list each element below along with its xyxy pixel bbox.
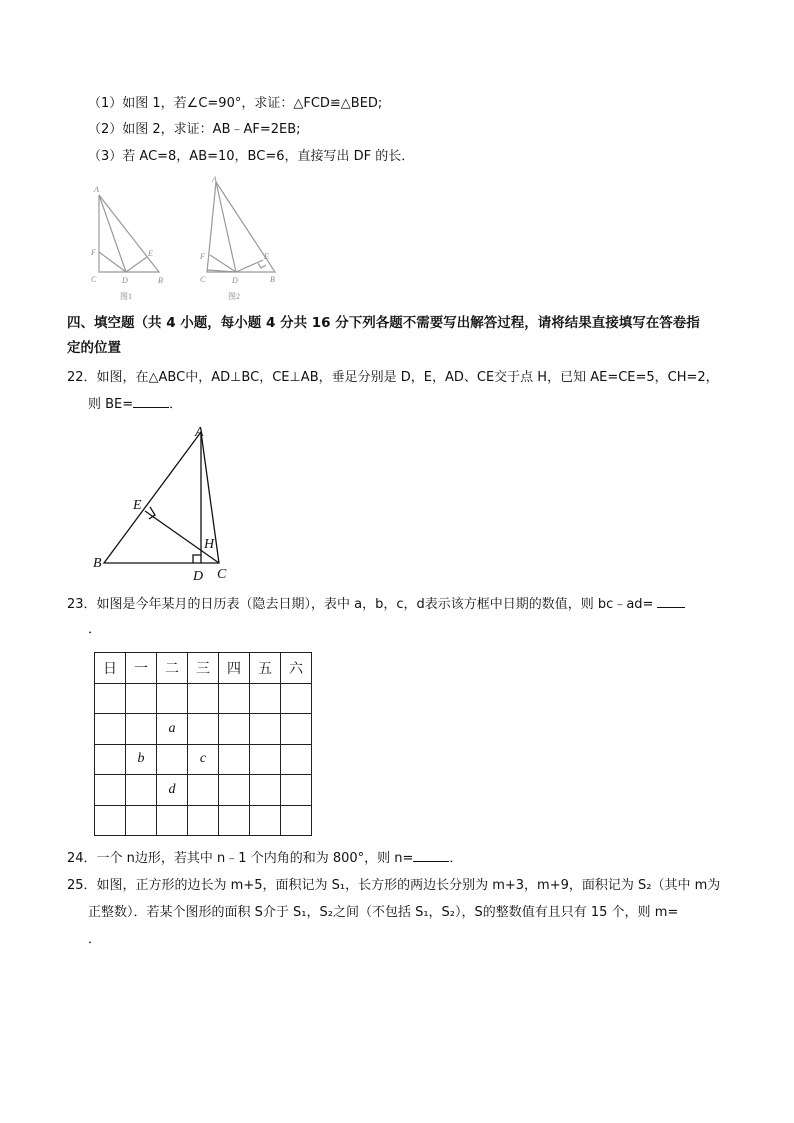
q23-text-main: 23．如图是今年某月的日历表（隐去日期），表中 a，b，c，d表示该方框中日期的数值，则 bc﹣ad= <box>67 597 654 612</box>
calendar-cell <box>219 744 250 775</box>
q22-answer-line <box>88 395 182 414</box>
calendar-cell <box>250 714 281 745</box>
fig1-caption: 图1 <box>120 292 132 301</box>
q23-end: ． <box>88 622 102 637</box>
calendar-row <box>95 775 312 806</box>
calendar-header-row <box>95 653 312 684</box>
calendar-cell <box>219 683 250 714</box>
calendar-cell <box>126 714 157 745</box>
calendar-header-cell: 二 <box>157 653 188 684</box>
calendar-cell <box>281 744 312 775</box>
fig2-label-e: E <box>264 252 269 261</box>
calendar-cell <box>95 714 126 745</box>
q22-label-a: A <box>195 425 204 440</box>
calendar-table <box>94 652 312 836</box>
calendar-cell <box>126 683 157 714</box>
calendar-cell <box>188 775 219 806</box>
calendar-cell <box>188 805 219 836</box>
calendar-header-cell: 六 <box>281 653 312 684</box>
calendar-cell <box>250 805 281 836</box>
calendar-cell <box>281 775 312 806</box>
calendar-header-cell: 五 <box>250 653 281 684</box>
calendar-row <box>95 683 312 714</box>
calendar-cell <box>250 683 281 714</box>
q21-part1: （1）如图 1，若∠C=90°，求证：△FCD≌△BED; <box>88 96 383 111</box>
calendar-row <box>95 714 312 745</box>
q21-part2: （2）如图 2，求证：AB﹣AF=2EB; <box>88 122 301 137</box>
calendar-cell <box>126 775 157 806</box>
fig1-label-c: C <box>91 275 97 284</box>
q22-label-c: C <box>217 567 227 582</box>
q24-text <box>67 849 462 868</box>
fig2-label-d: D <box>232 276 238 285</box>
calendar-cell: c <box>188 744 219 775</box>
fig2-label-b: B <box>270 275 275 284</box>
calendar-cell <box>157 805 188 836</box>
calendar-header-cell: 一 <box>126 653 157 684</box>
calendar-cell <box>157 744 188 775</box>
fig2-label-a: A <box>212 175 217 184</box>
fig1-label-b: B <box>158 276 163 285</box>
calendar-cell <box>219 714 250 745</box>
section-heading-cont: 定的位置 <box>67 340 121 356</box>
calendar-cell <box>250 775 281 806</box>
calendar-header-cell: 三 <box>188 653 219 684</box>
q24-prefix: 24．一个 n边形，若其中 n﹣1 个内角的和为 800°，则 n= <box>67 851 414 866</box>
q22-prefix: 则 BE= <box>88 397 134 412</box>
calendar-header-cell: 四 <box>219 653 250 684</box>
calendar-row <box>95 744 312 775</box>
q23-answer-blank <box>657 595 685 608</box>
q25-line1: 25．如图，正方形的边长为 m+5，面积记为 S₁，长方形的两边长分别为 m+3，m+9，面积记为 S₂（其中 m为 <box>67 878 721 893</box>
q22-label-e: E <box>133 498 142 513</box>
calendar-cell <box>157 683 188 714</box>
q22-suffix: ． <box>169 397 183 412</box>
q24-answer-blank <box>413 849 449 862</box>
calendar-cell: d <box>157 775 188 806</box>
calendar-cell <box>188 714 219 745</box>
calendar-header-cell: 日 <box>95 653 126 684</box>
fig1-label-d: D <box>122 276 128 285</box>
calendar-cell <box>281 683 312 714</box>
calendar-cell: b <box>126 744 157 775</box>
figure-q22 <box>104 432 219 563</box>
q22-label-d: D <box>193 569 204 584</box>
figure-2 <box>207 182 275 272</box>
fig2-label-f: F <box>200 252 205 261</box>
calendar-cell <box>219 775 250 806</box>
q24-suffix: ． <box>449 851 463 866</box>
calendar-cell <box>188 683 219 714</box>
fig1-label-e: E <box>148 249 153 258</box>
calendar-cell <box>250 744 281 775</box>
calendar-cell <box>95 744 126 775</box>
calendar-row <box>95 805 312 836</box>
fig1-label-a: A <box>94 185 99 194</box>
q22-label-b: B <box>93 556 102 571</box>
calendar-cell: a <box>157 714 188 745</box>
calendar-cell <box>281 714 312 745</box>
figure-1 <box>99 195 159 272</box>
q25-line2: 正整数）．若某个图形的面积 S介于 S₁，S₂之间（不包括 S₁，S₂），S的整数值有且只有 15 个，则 m= <box>88 905 679 920</box>
q25-line3: ． <box>88 932 102 947</box>
fig2-label-c: C <box>200 275 206 284</box>
calendar-cell <box>95 683 126 714</box>
q22-answer-blank <box>133 395 169 408</box>
calendar-cell <box>95 805 126 836</box>
q21-part3: （3）若 AC=8，AB=10，BC=6，直接写出 DF 的长． <box>88 149 415 164</box>
fig2-caption: 图2 <box>228 292 240 301</box>
fig1-label-f: F <box>91 248 96 257</box>
q22-text: 22．如图，在△ABC中，AD⊥BC，CE⊥AB，垂足分别是 D，E，AD、CE交于点 H，已知 AE=CE=5，CH=2， <box>67 370 719 385</box>
section-heading: 四、填空题（共 4 小题，每小题 4 分共 16 分下列各题不需要写出解答过程，请将结果直接填写在答卷指 <box>67 315 700 331</box>
q22-label-h: H <box>204 537 215 552</box>
calendar-cell <box>126 805 157 836</box>
calendar-cell <box>281 805 312 836</box>
calendar-cell <box>95 775 126 806</box>
q23-text <box>67 595 685 614</box>
calendar-cell <box>219 805 250 836</box>
